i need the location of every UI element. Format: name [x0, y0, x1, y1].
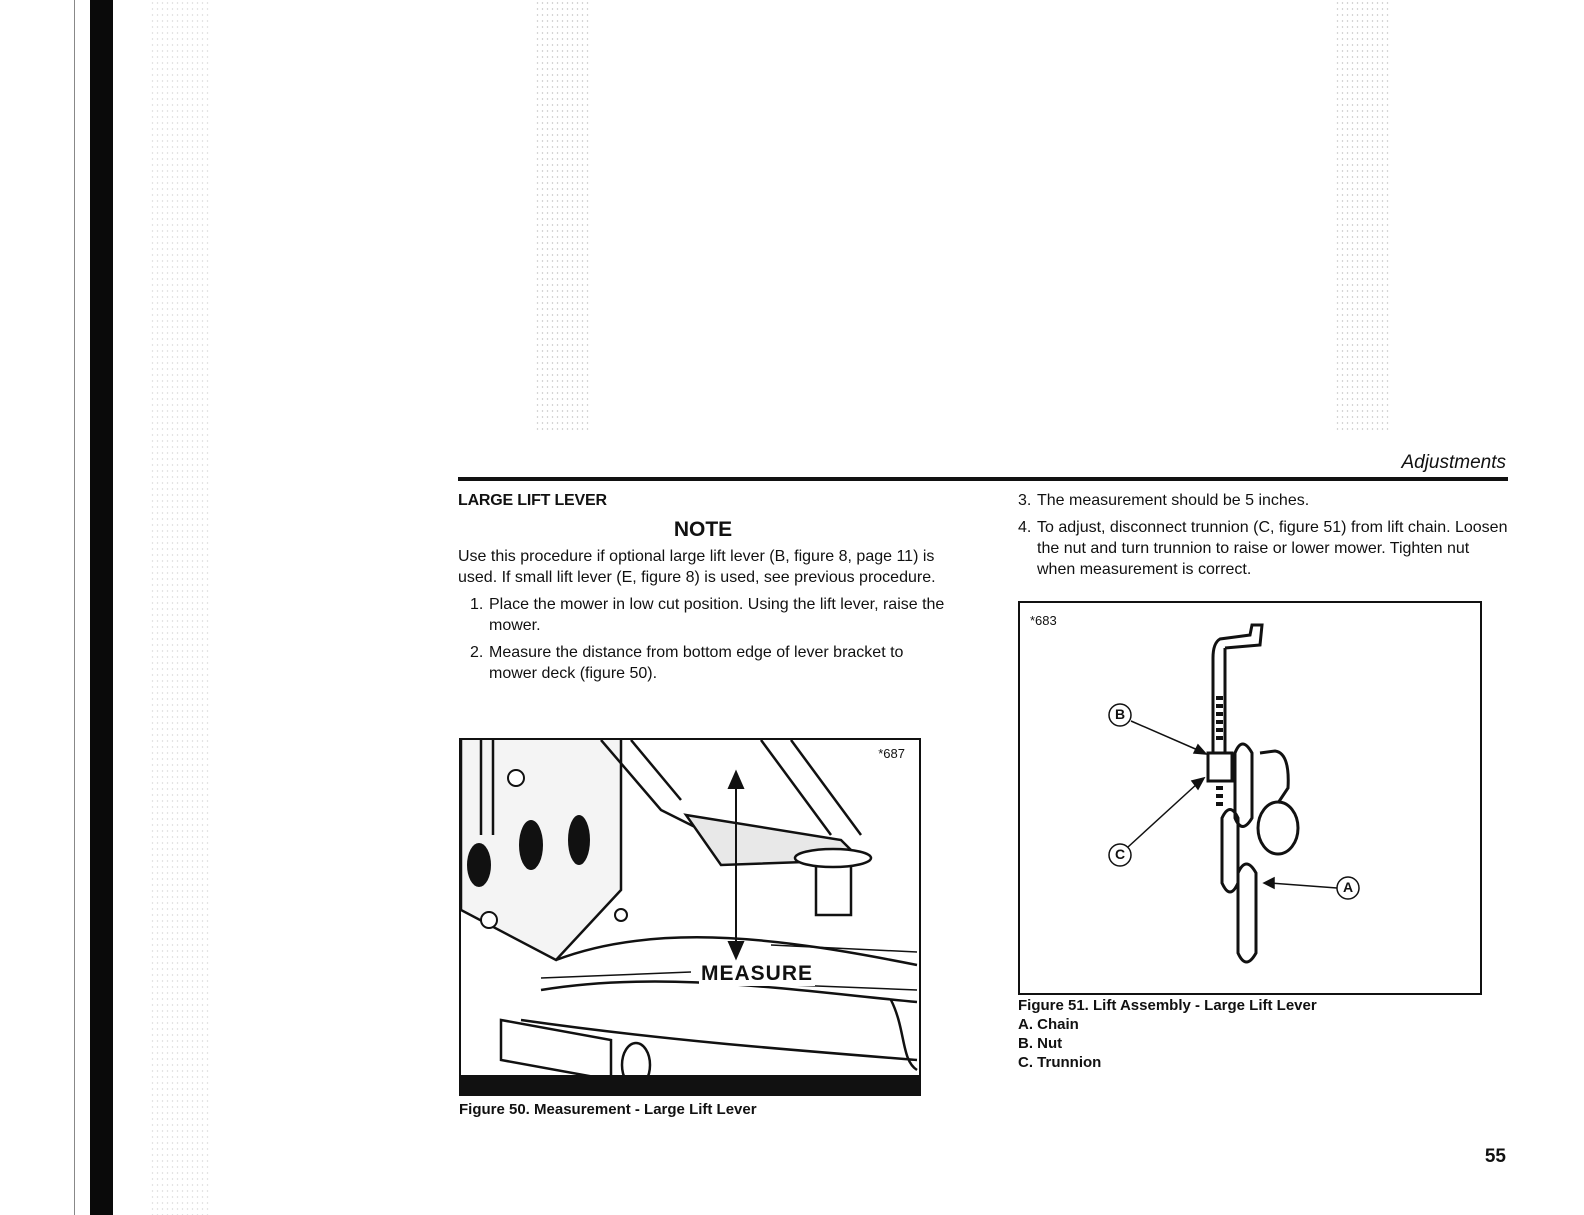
- figure-50-caption: Figure 50. Measurement - Large Lift Lever: [459, 1101, 757, 1118]
- step-number: 1.: [470, 596, 484, 613]
- scan-speckle: [1335, 0, 1390, 430]
- section-heading: LARGE LIFT LEVER: [458, 492, 607, 509]
- figure-51: [1018, 601, 1482, 995]
- callout-c-leader: [1128, 783, 1198, 847]
- header-rule: [458, 477, 1508, 481]
- pulley: [795, 849, 871, 867]
- legend-item: A. Chain: [1018, 1016, 1079, 1033]
- bolt-hole: [467, 843, 491, 887]
- step-number: 2.: [470, 644, 484, 661]
- note-heading: NOTE: [673, 518, 733, 541]
- hex-nut: [615, 909, 627, 921]
- bolt-hole: [519, 820, 543, 870]
- step-4: [1018, 517, 1508, 580]
- callout-c-label: C: [1114, 846, 1126, 862]
- chain-link: [1238, 864, 1256, 962]
- callout-b-arrowhead: [1194, 745, 1206, 754]
- legend-item: B. Nut: [1018, 1035, 1063, 1052]
- right-column: [1018, 490, 1508, 586]
- measure-arrow-up: [729, 772, 743, 788]
- caption-title: Figure 51. Lift Assembly - Large Lift Lever: [1018, 997, 1317, 1014]
- hex-nut: [481, 912, 497, 928]
- figure-51-caption: [1018, 996, 1317, 1072]
- section-header: Adjustments: [1401, 452, 1506, 473]
- scan-speckle: [150, 0, 210, 1215]
- left-column: [458, 490, 948, 690]
- nut: [1208, 753, 1232, 781]
- legend-item: C. Trunnion: [1018, 1054, 1102, 1071]
- step-number: 3.: [1018, 492, 1032, 509]
- trunnion-rod: [1213, 625, 1262, 763]
- ring: [1258, 802, 1298, 854]
- deck-shadow: [461, 1075, 919, 1094]
- mower-deck-illustration: [461, 740, 919, 1094]
- page-number: 55: [1484, 1146, 1506, 1167]
- callout-b-leader: [1131, 721, 1200, 751]
- step-text: To adjust, disconnect trunnion (C, figure 51) from lift chain. Loosen the nut and turn trunnion to raise or lower mower. Tighten nut when measurement is correct.: [1037, 519, 1508, 578]
- scan-speckle: [535, 0, 590, 430]
- pin-loop: [1260, 751, 1288, 803]
- measure-arrow-down: [729, 942, 743, 958]
- figure-id: *683: [1030, 613, 1057, 628]
- callout-b-label: B: [1114, 706, 1126, 722]
- binding-edge: [90, 0, 113, 1215]
- measure-label: MEASURE: [701, 962, 814, 985]
- binding-line: [74, 0, 75, 1215]
- step-2: [470, 642, 948, 684]
- step-text: Measure the distance from bottom edge of lever bracket to mower deck (figure 50).: [489, 644, 904, 682]
- lever-arm: [761, 740, 861, 835]
- hex-nut: [508, 770, 524, 786]
- deck-line: [541, 972, 691, 978]
- step-text: Place the mower in low cut position. Using the lift lever, raise the mower.: [489, 596, 945, 634]
- bolt-hole: [568, 815, 590, 865]
- figure-id: *687: [878, 746, 905, 761]
- step-number: 4.: [1018, 519, 1032, 536]
- note-text: Use this procedure if optional large lift lever (B, figure 8, page 11) is used. If small lift lever (E, figure 8) is used, see previous procedure.: [458, 548, 936, 586]
- step-1: [470, 594, 948, 636]
- step-3: [1018, 490, 1508, 511]
- figure-50: [459, 738, 921, 1096]
- lift-assembly-illustration: [1020, 603, 1480, 993]
- callout-a-leader: [1270, 883, 1337, 888]
- step-text: The measurement should be 5 inches.: [1037, 492, 1310, 509]
- callout-a-arrowhead: [1264, 878, 1274, 888]
- callout-a-label: A: [1342, 879, 1354, 895]
